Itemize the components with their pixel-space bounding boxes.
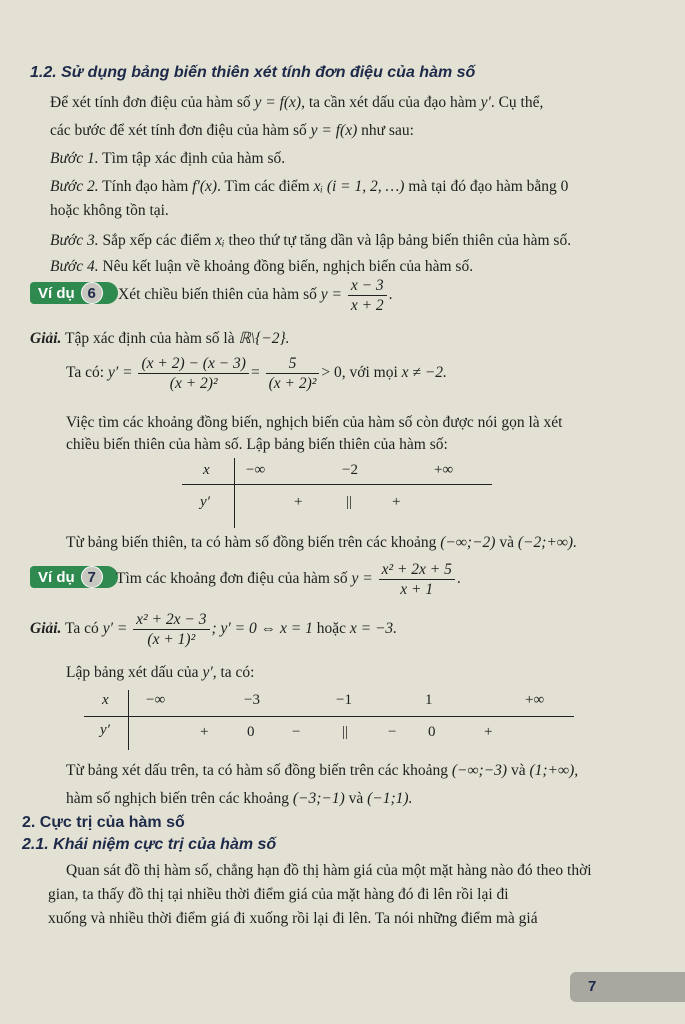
sign: ||	[342, 724, 349, 740]
step-label: Bước 2.	[50, 178, 99, 195]
math: (−2;+∞).	[517, 534, 577, 551]
sign: ||	[346, 494, 353, 510]
step-label: Bước 4.	[50, 258, 99, 275]
row-label-x: x	[203, 462, 210, 478]
math: (−∞;−2)	[440, 534, 496, 551]
math: y =	[320, 286, 342, 304]
step-2-cont: hoặc không tồn tại.	[50, 202, 169, 219]
example-7-badge	[30, 566, 118, 588]
example-6-para-1: Việc tìm các khoảng đồng biến, nghịch biến của hàm số còn được nói gọn là xét	[66, 414, 563, 431]
math: (1;+∞),	[529, 762, 579, 779]
example-7-conclusion-2	[66, 788, 676, 810]
sign: 0	[428, 724, 436, 740]
row-label-x: x	[102, 692, 109, 708]
example-6-conclusion	[66, 532, 681, 554]
math: y′ =	[107, 364, 133, 382]
sign: +	[392, 494, 401, 510]
math: xᵢ	[215, 232, 225, 249]
numerator: x² + 2x + 5	[379, 560, 455, 580]
example-6-solution	[30, 328, 670, 350]
text: Tập xác định của hàm số là	[61, 330, 239, 347]
example-7-lap	[66, 662, 676, 684]
text: , ta có:	[212, 664, 255, 681]
text: như sau:	[357, 122, 414, 139]
text: Từ bảng xét dấu trên, ta có hàm số đồng biến trên các khoảng	[66, 762, 452, 779]
sign: +	[484, 724, 493, 740]
math: xᵢ (i = 1, 2, …)	[313, 178, 405, 195]
sign: −	[292, 724, 301, 740]
example-6-derivative	[66, 354, 676, 393]
denominator: x + 1	[400, 581, 434, 598]
x-value: −∞	[246, 462, 266, 478]
text: Ta có:	[66, 364, 108, 382]
math: ℝ\{−2}.	[238, 330, 290, 347]
denominator: x + 2	[350, 297, 384, 314]
math: x = −3.	[349, 620, 398, 638]
text: các bước để xét tính đơn điệu của hàm số	[50, 122, 311, 139]
x-value: 1	[425, 692, 433, 708]
numerator: x² + 2x − 3	[133, 610, 209, 630]
x-value: −2	[342, 462, 358, 478]
row-label-yprime: y′	[200, 494, 210, 510]
numerator: x − 3	[348, 276, 387, 296]
text: > 0, với mọi	[321, 364, 402, 382]
text: và	[507, 762, 530, 779]
math: y = f(x)	[310, 122, 358, 139]
section-21-title: 2.1. Khái niệm cực trị của hàm số	[22, 836, 277, 853]
step-3	[50, 230, 680, 252]
section-title: 1.2. Sử dụng bảng biến thiên xét tính đơn điệu của hàm số	[30, 64, 476, 81]
fraction	[133, 610, 209, 649]
text: . Tìm các điểm	[217, 178, 314, 195]
x-value: −∞	[146, 692, 166, 708]
math: x ≠ −2.	[401, 364, 447, 382]
text: Lập bảng xét dấu của	[66, 664, 203, 681]
math: (−∞;−3)	[451, 762, 508, 779]
sign: +	[200, 724, 209, 740]
table-vline	[128, 690, 129, 750]
numerator: (x + 2) − (x − 3)	[138, 354, 249, 374]
step-text: Tìm tập xác định của hàm số.	[98, 150, 286, 167]
page-number: 7	[588, 978, 597, 995]
text: Từ bảng biến thiên, ta có hàm số đồng biến trên các khoảng	[66, 534, 441, 551]
text: Ta có	[61, 620, 103, 638]
x-value: −1	[336, 692, 352, 708]
text: và	[344, 790, 368, 807]
text: , ta cần xét dấu của đạo hàm	[301, 94, 481, 111]
table-vline	[234, 458, 235, 528]
badge-number: 7	[81, 566, 103, 588]
math: f′(x)	[192, 178, 218, 195]
example-7-prompt	[116, 560, 676, 599]
step-2	[50, 176, 680, 198]
step-4	[50, 256, 680, 278]
math: y′	[480, 94, 491, 111]
math: (−3;−1)	[292, 790, 345, 807]
text: =	[250, 364, 260, 382]
step-text: Nêu kết luận về khoảng đồng biến, nghịch biến của hàm số.	[98, 258, 474, 275]
text: và	[495, 534, 518, 551]
text: hoặc	[312, 620, 350, 638]
text: Tính đạo hàm	[98, 178, 193, 195]
example-6-para-2: chiều biến thiên của hàm số. Lập bảng biến thiên của hàm số:	[66, 436, 448, 453]
badge-label: Ví dụ	[38, 569, 75, 586]
denominator: (x + 2)²	[169, 375, 218, 392]
fraction	[266, 354, 320, 393]
step-label: Bước 1.	[50, 150, 99, 167]
text: .	[456, 570, 461, 588]
text: theo thứ tự tăng dần và lập bảng biến thiên của hàm số.	[224, 232, 572, 249]
section-2-para-3: xuống và nhiều thời điểm giá đi xuống rồi lại đi lên. Ta nói những điểm mà giá	[48, 910, 538, 927]
math: y = f(x)	[254, 94, 302, 111]
example-7-solution	[30, 610, 670, 649]
denominator: (x + 1)²	[147, 631, 196, 648]
denominator: (x + 2)²	[268, 375, 317, 392]
text: Xét chiều biến thiên của hàm số	[118, 286, 321, 304]
solution-label: Giải.	[30, 620, 62, 638]
table-hline	[182, 484, 492, 485]
numerator: 5	[266, 354, 320, 374]
section-2-title: 2. Cực trị của hàm số	[22, 814, 185, 831]
sign: −	[388, 724, 397, 740]
sign: 0	[247, 724, 255, 740]
fraction	[138, 354, 249, 393]
text: Tìm các khoảng đơn điệu của hàm số	[116, 570, 352, 588]
text: mà tại đó đạo hàm bằng 0	[404, 178, 569, 195]
text: Để xét tính đơn điệu của hàm số	[50, 94, 255, 111]
page-number-tab	[570, 972, 685, 1002]
math: y′ =	[102, 620, 128, 638]
example-7-conclusion-1	[66, 760, 681, 782]
example-6-badge	[30, 282, 118, 304]
intro-line-2	[50, 120, 680, 142]
step-1	[50, 148, 680, 170]
math: y′	[202, 664, 213, 681]
table-hline	[84, 716, 574, 717]
math: y =	[351, 570, 373, 588]
x-value: +∞	[525, 692, 545, 708]
fraction	[348, 276, 387, 315]
text: Sắp xếp các điểm	[98, 232, 216, 249]
solution-label: Giải.	[30, 330, 62, 347]
x-value: +∞	[434, 462, 454, 478]
badge-label: Ví dụ	[38, 285, 75, 302]
example-6-prompt	[118, 276, 678, 315]
math: ; y′ = 0 ⇔ x = 1	[211, 620, 313, 638]
text: . Cụ thể,	[490, 94, 544, 111]
section-2-para-1: Quan sát đồ thị hàm số, chẳng hạn đồ thị hàm giá của một mặt hàng nào đó theo thời	[66, 862, 592, 879]
math: (−1;1).	[367, 790, 413, 807]
intro-line-1	[50, 92, 680, 114]
text: hàm số nghịch biến trên các khoảng	[66, 790, 293, 807]
step-label: Bước 3.	[50, 232, 99, 249]
fraction	[379, 560, 455, 599]
badge-number: 6	[81, 282, 103, 304]
sign: +	[294, 494, 303, 510]
section-2-para-2: gian, ta thấy đồ thị tại nhiều thời điểm giá của mặt hàng đó đi lên rồi lại đi	[48, 886, 509, 903]
x-value: −3	[244, 692, 260, 708]
row-label-yprime: y′	[100, 722, 110, 738]
text: .	[388, 286, 393, 304]
